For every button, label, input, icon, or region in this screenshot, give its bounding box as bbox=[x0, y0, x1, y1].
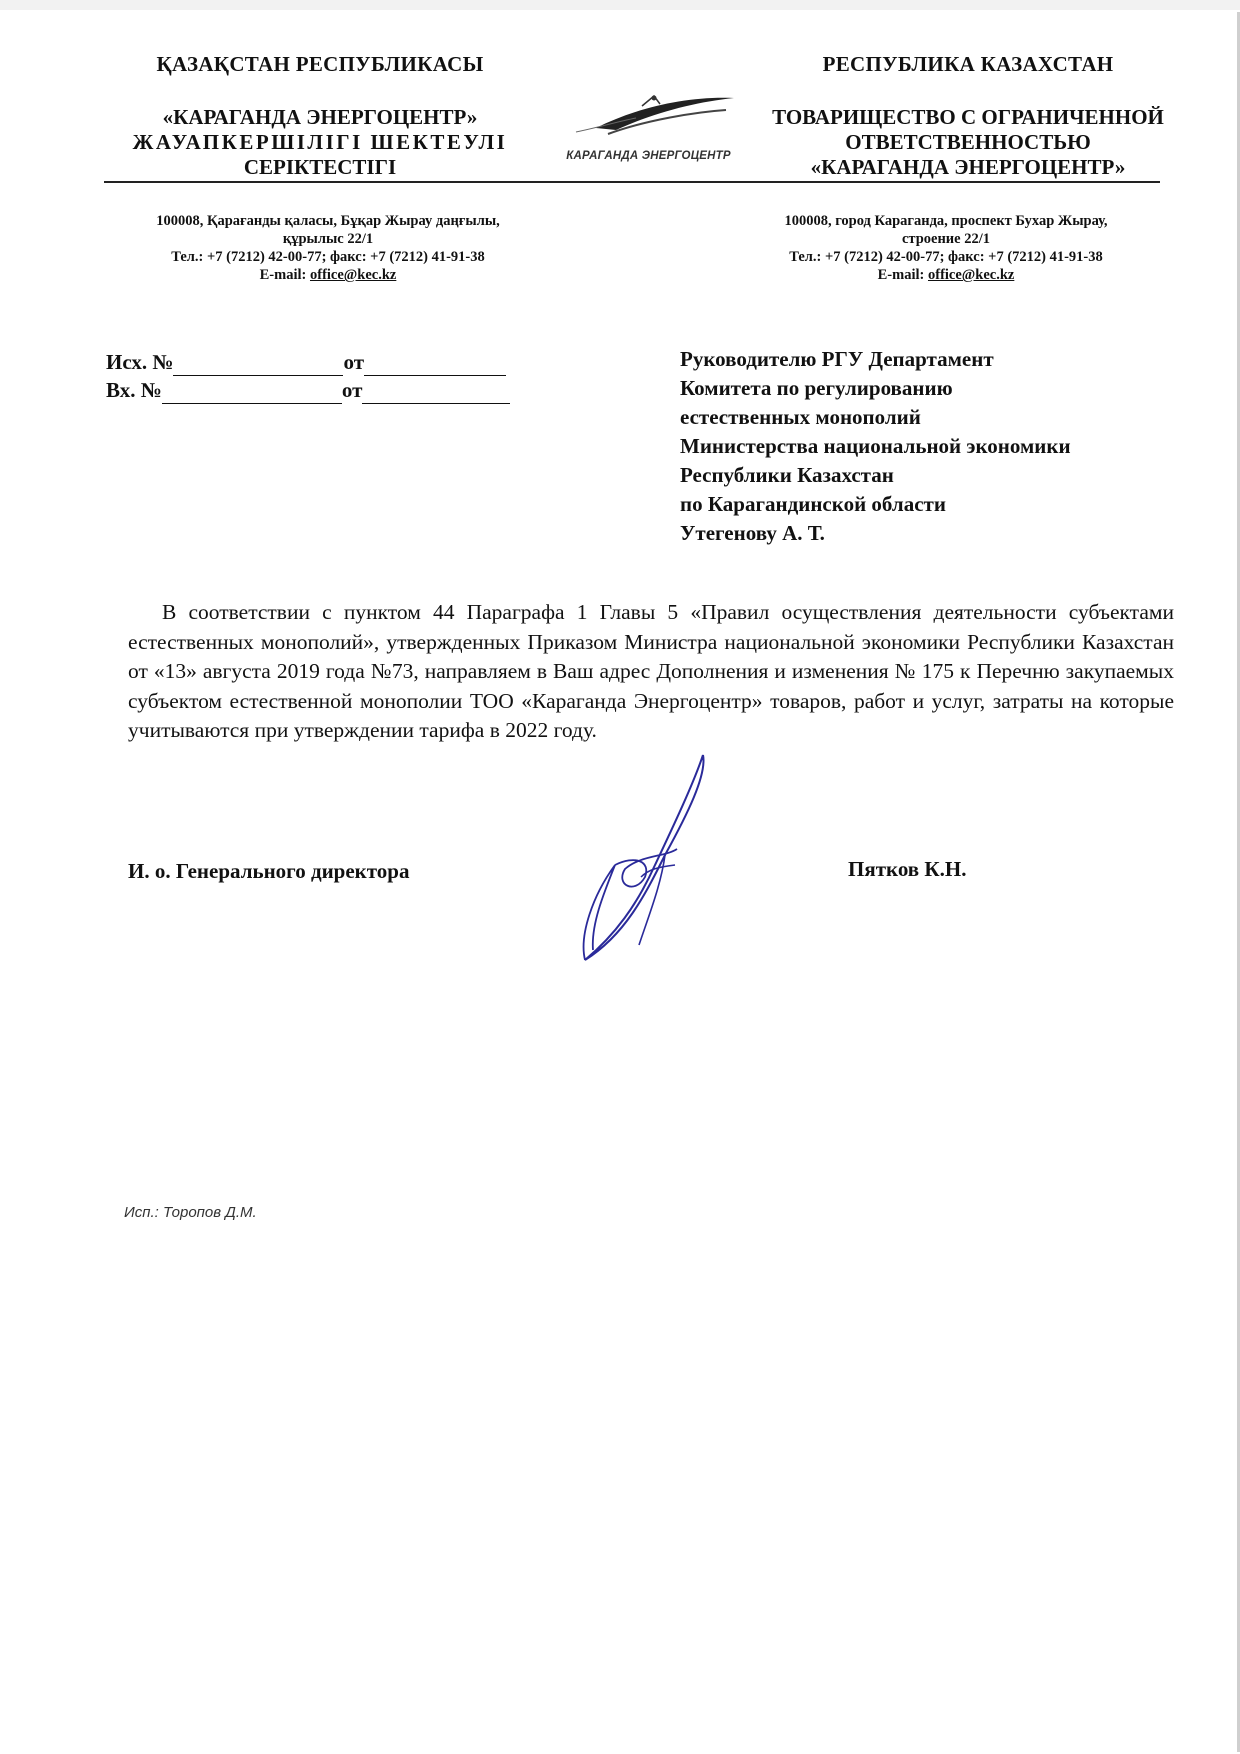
email-link[interactable]: office@kec.kz bbox=[927, 267, 1015, 283]
address-left-line1: 100008, Қарағанды қаласы, Бұқар Жырау даңғылы, bbox=[156, 213, 500, 229]
company-logo bbox=[556, 88, 741, 168]
recipient-line: Утегенову А. Т. bbox=[680, 521, 825, 545]
address-right-line2: строение 22/1 bbox=[901, 231, 991, 247]
header-left bbox=[100, 52, 540, 180]
scan-top-edge bbox=[0, 0, 1240, 10]
header-right-org-line1: ТОВАРИЩЕСТВО С ОГРАНИЧЕННОЙ bbox=[772, 105, 1164, 129]
address-left bbox=[118, 212, 538, 284]
recipient-line: Республики Казахстан bbox=[680, 463, 894, 487]
outgoing-number-blank bbox=[173, 357, 343, 376]
header-left-org-line2: ЖАУАПКЕРШІЛІГІ ШЕКТЕУЛІ bbox=[132, 130, 508, 154]
incoming-number-blank bbox=[162, 385, 342, 404]
incoming-date-label: от bbox=[341, 378, 363, 402]
email-label: E-mail: bbox=[877, 267, 928, 283]
incoming-ref-label: Вх. № bbox=[106, 378, 162, 402]
header-right bbox=[748, 52, 1188, 180]
executor-note: Исп.: Торопов Д.М. bbox=[124, 1204, 257, 1221]
header-right-org-line3: «КАРАГАНДА ЭНЕРГОЦЕНТР» bbox=[810, 155, 1126, 179]
outgoing-ref-row bbox=[106, 348, 506, 376]
email-label: E-mail: bbox=[259, 267, 310, 283]
header-left-org-line3: СЕРІКТЕСТІГІ bbox=[243, 155, 397, 179]
letter-body: В соответствии с пунктом 44 Параграфа 1 Главы 5 «Правил осуществления деятельности субъектами естественных монополий», утвержденных Приказом Министра национальной экономики Республики Казахстан от «13» августа 2019 года №73, направляем в Ваш адрес Дополнения и изменения № 175 к Перечню закупаемых субъектом естественной монополии ТОО «Караганда Энергоцентр» товаров, работ и услуг, затраты на которые учитываются при утверждении тарифа в 2022 году. bbox=[128, 600, 1174, 742]
address-right-email-row bbox=[736, 266, 1156, 284]
address-left-email-row bbox=[118, 266, 538, 284]
recipient-line: Министерства национальной экономики bbox=[680, 434, 1071, 458]
address-right-phone: Тел.: +7 (7212) 42-00-77; факс: +7 (7212) 41-91-38 bbox=[789, 249, 1103, 265]
outgoing-date-label: от bbox=[343, 350, 365, 374]
header-right-country: РЕСПУБЛИКА КАЗАХСТАН bbox=[822, 52, 1114, 76]
recipient-line: по Карагандинской области bbox=[680, 492, 946, 516]
address-left-line2: құрылыс 22/1 bbox=[282, 231, 374, 247]
logo-text: КАРАГАНДА ЭНЕРГОЦЕНТР bbox=[566, 150, 731, 162]
recipient-line: Руководителю РГУ Департамент bbox=[680, 347, 994, 371]
address-right-line1: 100008, город Караганда, проспект Бухар Жырау, bbox=[784, 213, 1108, 229]
recipient-block bbox=[680, 345, 1200, 548]
header-left-org-line1: «КАРАГАНДА ЭНЕРГОЦЕНТР» bbox=[162, 105, 478, 129]
header-left-country: ҚАЗАҚСТАН РЕСПУБЛИКАСЫ bbox=[156, 52, 484, 76]
address-left-phone: Тел.: +7 (7212) 42-00-77; факс: +7 (7212) 41-91-38 bbox=[171, 249, 485, 265]
logo-swoosh-icon bbox=[556, 88, 741, 150]
signatory-name: Пятков К.Н. bbox=[848, 857, 967, 881]
header-left-org bbox=[100, 105, 540, 180]
header-right-org bbox=[748, 105, 1188, 180]
incoming-date-blank bbox=[362, 385, 510, 404]
header-divider bbox=[104, 181, 1160, 183]
outgoing-ref-label: Исх. № bbox=[106, 350, 174, 374]
handwritten-signature bbox=[575, 745, 725, 970]
recipient-line: естественных монополий bbox=[680, 405, 921, 429]
outgoing-date-blank bbox=[364, 357, 506, 376]
email-link[interactable]: office@kec.kz bbox=[309, 267, 397, 283]
address-right bbox=[736, 212, 1156, 284]
incoming-ref-row bbox=[106, 376, 510, 404]
header-right-org-line2: ОТВЕТСТВЕННОСТЬЮ bbox=[845, 130, 1091, 154]
recipient-line: Комитета по регулированию bbox=[680, 376, 953, 400]
signatory-title: И. о. Генерального директора bbox=[128, 859, 410, 883]
